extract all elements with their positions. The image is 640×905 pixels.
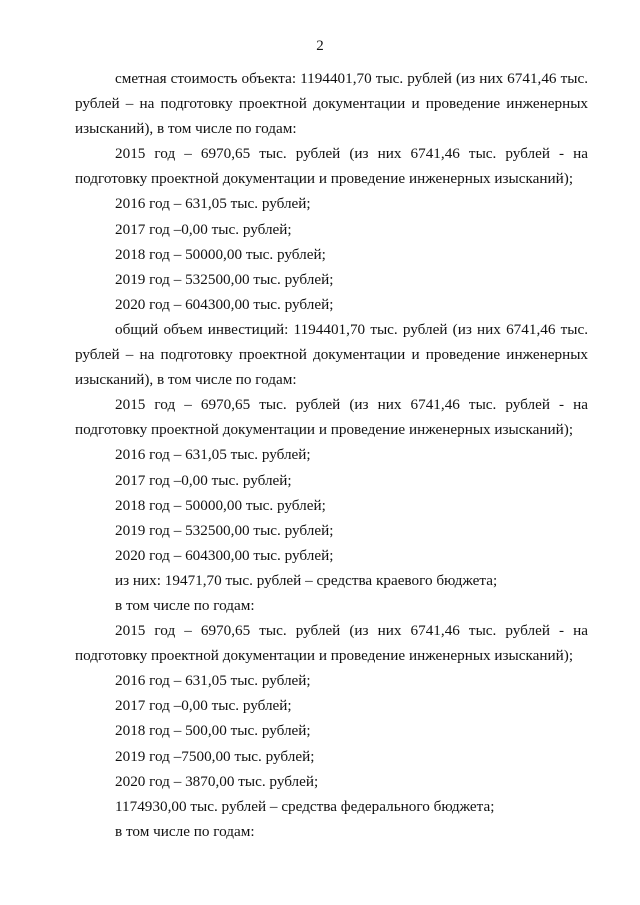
- paragraph-year-2017: 2017 год –0,00 тыс. рублей;: [115, 697, 292, 715]
- paragraph-total-investment: общий объем инвестиций: 1194401,70 тыс. рублей (из них 6741,46 тыс. рублей – на подготовку проектной документации и проведение инженерных изысканий), в том числе по годам:: [75, 320, 588, 389]
- paragraph-year-2017: 2017 год –0,00 тыс. рублей;: [115, 220, 292, 238]
- paragraph-estimated-cost: сметная стоимость объекта: 1194401,70 тыс. рублей (из них 6741,46 тыс. рублей – на подготовку проектной документации и проведение инженерных изысканий), в том числе по годам:: [75, 70, 588, 138]
- paragraph-year-2020: 2020 год – 604300,00 тыс. рублей;: [115, 295, 334, 313]
- paragraph-year-2019: 2019 год – 532500,00 тыс. рублей;: [115, 270, 334, 288]
- paragraph-year-2019: 2019 год – 532500,00 тыс. рублей;: [115, 521, 334, 539]
- document-body: [75, 66, 588, 844]
- paragraph-year-2019: 2019 год –7500,00 тыс. рублей;: [115, 747, 315, 765]
- paragraph-year-2016: 2016 год – 631,05 тыс. рублей;: [115, 672, 311, 690]
- paragraph-year-2020: 2020 год – 604300,00 тыс. рублей;: [115, 546, 334, 564]
- paragraph-federal-budget: 1174930,00 тыс. рублей – средства федерального бюджета;: [115, 797, 495, 815]
- paragraph-year-2020: 2020 год – 3870,00 тыс. рублей;: [115, 772, 319, 790]
- paragraph-year-2016: 2016 год – 631,05 тыс. рублей;: [115, 446, 311, 464]
- paragraph-year-2016: 2016 год – 631,05 тыс. рублей;: [115, 195, 311, 213]
- paragraph-by-years-label: в том числе по годам:: [115, 822, 255, 840]
- paragraph-year-2015: 2015 год – 6970,65 тыс. рублей (из них 6741,46 тыс. рублей - на подготовку проектной документации и проведение инженерных изысканий);: [75, 145, 588, 188]
- page-number: 2: [316, 38, 324, 54]
- paragraph-year-2018: 2018 год – 500,00 тыс. рублей;: [115, 722, 311, 740]
- paragraph-year-2018: 2018 год – 50000,00 тыс. рублей;: [115, 245, 326, 263]
- paragraph-year-2018: 2018 год – 50000,00 тыс. рублей;: [115, 496, 326, 514]
- paragraph-by-years-label: в том числе по годам:: [115, 596, 255, 614]
- paragraph-year-2015: 2015 год – 6970,65 тыс. рублей (из них 6741,46 тыс. рублей - на подготовку проектной документации и проведение инженерных изысканий);: [75, 396, 588, 439]
- paragraph-year-2015: 2015 год – 6970,65 тыс. рублей (из них 6741,46 тыс. рублей - на подготовку проектной документации и проведение инженерных изысканий);: [75, 622, 588, 665]
- paragraph-year-2017: 2017 год –0,00 тыс. рублей;: [115, 471, 292, 489]
- paragraph-regional-budget: из них: 19471,70 тыс. рублей – средства краевого бюджета;: [115, 571, 498, 589]
